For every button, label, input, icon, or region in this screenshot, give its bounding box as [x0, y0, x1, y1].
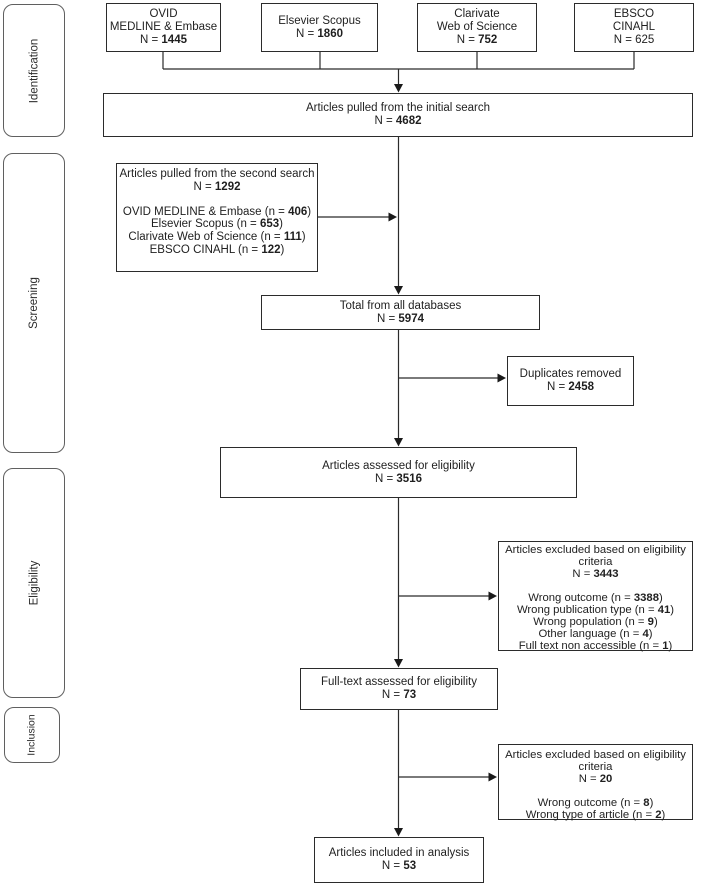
stage-inclusion	[4, 707, 60, 763]
breakdown-value: 3388	[633, 592, 659, 604]
box-second-search	[116, 163, 318, 272]
arrowhead-right-duplicates	[498, 374, 507, 383]
source-title-line: EBSCO	[613, 8, 655, 21]
breakdown-line: Wrong type of article (n = 2)	[525, 809, 666, 821]
box-count-line: N = 20	[578, 773, 613, 785]
source-count-line: N = 1445	[139, 33, 187, 46]
box-count-line: N = 2458	[546, 381, 594, 393]
box-count-line: N = 73	[381, 689, 417, 701]
arrowhead-down-fulltext	[394, 659, 403, 668]
breakdown-value: 1	[662, 640, 669, 652]
breakdown-line: Wrong publication type (n = 41)	[516, 604, 675, 616]
breakdown-line: OVID MEDLINE & Embase (n = 406)	[122, 205, 312, 218]
breakdown-line: Other language (n = 4)	[538, 628, 653, 640]
count-value: 625	[635, 33, 655, 46]
arrowhead-right-second-search	[389, 213, 398, 222]
box-excluded-eligibility	[498, 541, 693, 651]
breakdown-value: 406	[288, 205, 308, 218]
box-title-line: criteria	[578, 761, 613, 773]
box-count-line: N = 4682	[374, 115, 422, 127]
count-value: 5974	[398, 312, 424, 325]
arrowhead-right-excluded-fulltext	[489, 773, 498, 782]
box-count-line: N = 3516	[374, 472, 422, 485]
count-value: 1445	[161, 33, 187, 46]
breakdown-value: 653	[259, 218, 280, 231]
breakdown-line: Full text non accessible (n = 1)	[518, 640, 673, 652]
source-box-clarivate-wos	[417, 3, 537, 52]
box-fulltext-assessed	[300, 668, 498, 710]
breakdown-value: 41	[657, 604, 671, 616]
source-box-ovid-medline	[106, 3, 221, 52]
count-value: 20	[599, 773, 613, 785]
stage-identification	[3, 4, 65, 137]
stage-eligibility-label: Eligibility	[28, 560, 40, 606]
box-title-line: Articles excluded based on eligibility	[505, 544, 686, 556]
box-articles-assessed	[220, 447, 577, 498]
box-count-line: N = 1292	[193, 180, 241, 193]
stage-identification-label: Identification	[28, 38, 41, 103]
breakdown-value: 2	[655, 809, 662, 821]
arrowhead-down-assessed	[394, 438, 403, 447]
arrowhead-down-included	[394, 828, 403, 837]
box-title-line: criteria	[578, 556, 613, 568]
box-title-line: Articles excluded based on eligibility	[505, 749, 686, 761]
connector-sources-to-initial	[163, 52, 634, 84]
breakdown-line: Clarivate Web of Science (n = 111)	[128, 231, 306, 244]
box-title: Duplicates removed	[519, 368, 622, 381]
breakdown-line: EBSCO CINAHL (n = 122)	[149, 243, 285, 256]
excluded-eligibility-breakdown	[499, 592, 692, 652]
box-title: Total from all databases	[339, 299, 462, 312]
box-initial-search	[103, 93, 693, 137]
count-value: 4682	[395, 115, 422, 127]
box-title: Articles pulled from the second search	[119, 168, 315, 180]
count-value: 53	[403, 860, 417, 872]
box-excluded-fulltext	[498, 744, 693, 820]
count-value: 2458	[568, 381, 594, 393]
breakdown-value: 8	[643, 797, 650, 809]
box-title: Articles assessed for eligibility	[322, 459, 475, 472]
breakdown-value: 4	[642, 628, 649, 640]
breakdown-line: Elsevier Scopus (n = 653)	[150, 218, 283, 231]
source-title-line: Web of Science	[436, 21, 518, 34]
count-value: 73	[403, 689, 417, 701]
breakdown-line: Wrong outcome (n = 8)	[537, 797, 654, 809]
box-duplicates-removed	[507, 356, 634, 406]
source-title-line: OVID	[149, 8, 178, 21]
stage-screening	[3, 153, 65, 453]
arrowhead-down-initial	[394, 84, 403, 93]
source-box-ebsco-cinahl	[574, 3, 694, 52]
box-articles-included	[314, 837, 484, 883]
arrowhead-right-excluded-eligibility	[489, 592, 498, 601]
second-search-breakdown	[117, 206, 317, 257]
source-count-line: N = 625	[613, 33, 655, 46]
count-value: 3516	[396, 472, 422, 485]
breakdown-line: Wrong population (n = 9)	[533, 616, 658, 628]
count-value: 1860	[317, 27, 343, 40]
box-title: Articles included in analysis	[328, 847, 470, 860]
source-title-line: MEDLINE & Embase	[109, 21, 218, 34]
stage-eligibility	[3, 468, 65, 698]
box-count-line: N = 5974	[376, 312, 424, 325]
stage-inclusion-label: Inclusion	[25, 714, 38, 756]
source-count-line: N = 752	[456, 33, 498, 46]
source-title-line: Clarivate	[454, 8, 500, 21]
breakdown-value: 111	[283, 231, 302, 244]
box-title: Articles pulled from the initial search	[305, 102, 491, 115]
arrowhead-down-total	[394, 286, 403, 295]
count-value: 752	[478, 33, 498, 46]
count-value: 3443	[593, 568, 619, 580]
breakdown-value: 122	[261, 243, 281, 256]
source-box-elsevier-scopus	[261, 3, 378, 52]
source-title-line: Elsevier Scopus	[278, 14, 361, 27]
box-count-line: N = 3443	[572, 568, 619, 580]
excluded-fulltext-breakdown	[499, 797, 692, 821]
stage-screening-label: Screening	[27, 277, 40, 329]
box-count-line: N = 53	[381, 860, 417, 872]
box-title: Full-text assessed for eligibility	[321, 676, 477, 689]
source-title-line: CINAHL	[612, 21, 656, 34]
breakdown-line: Wrong outcome (n = 3388)	[528, 592, 663, 604]
count-value: 1292	[214, 180, 241, 193]
box-total-databases	[261, 295, 540, 330]
breakdown-value: 9	[647, 616, 654, 628]
source-count-line: N = 1860	[295, 27, 343, 40]
